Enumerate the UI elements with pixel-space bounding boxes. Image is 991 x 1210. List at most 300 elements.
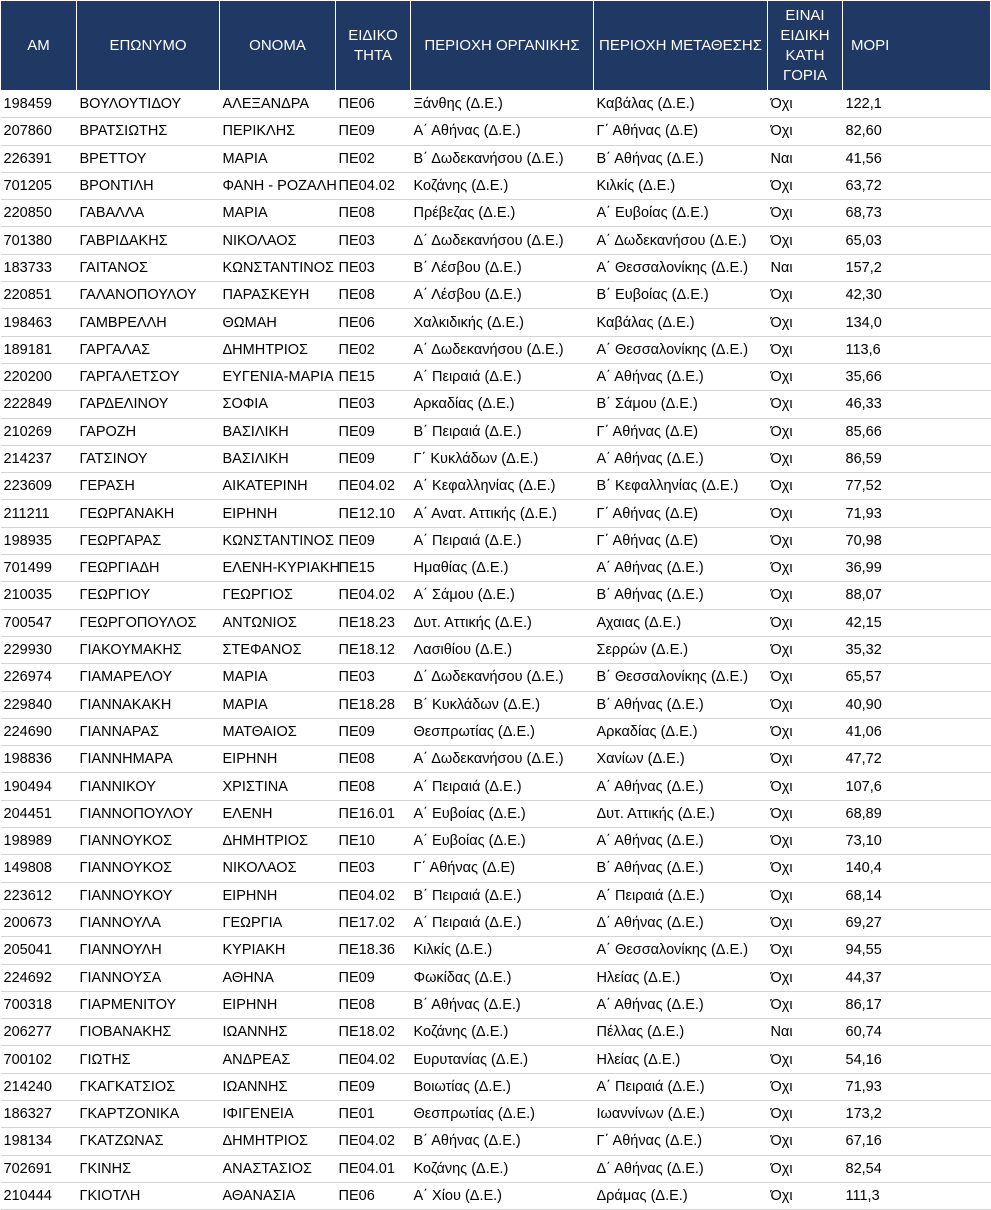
cell-am: 224692 [1, 964, 77, 991]
cell-name: ΕΙΡΗΝΗ [220, 991, 336, 1018]
table-row[interactable] [1, 473, 991, 500]
cell-special-category: Όχι [768, 445, 843, 472]
cell-am: 206277 [1, 1019, 77, 1046]
table-row[interactable] [1, 964, 991, 991]
cell-specialty: ΠΕ08 [336, 282, 411, 309]
table-row[interactable] [1, 227, 991, 254]
cell-special-category: Όχι [768, 555, 843, 582]
cell-surname: ΓΑΜΒΡΕΛΛΗ [77, 309, 220, 336]
cell-origin-area: Κιλκίς (Δ.Ε.) [411, 937, 594, 964]
cell-surname: ΓΙΑΡΜΕΝΙΤΟΥ [77, 991, 220, 1018]
cell-special-category: Όχι [768, 1100, 843, 1127]
cell-name: ΚΩΝΣΤΑΝΤΙΝΟΣ [220, 254, 336, 281]
cell-am: 210035 [1, 582, 77, 609]
table-row[interactable] [1, 773, 991, 800]
cell-transfer-area: Ηλείας (Δ.Ε.) [594, 1046, 768, 1073]
cell-name: ΚΩΝΣΤΑΝΤΙΝΟΣ [220, 527, 336, 554]
cell-points: 41,56 [843, 145, 991, 172]
cell-am: 189181 [1, 336, 77, 363]
cell-surname: ΓΙΑΝΝΙΚΟΥ [77, 773, 220, 800]
cell-surname: ΓΑΡΔΕΛΙΝΟΥ [77, 391, 220, 418]
cell-origin-area: Α΄ Πειραιά (Δ.Ε.) [411, 909, 594, 936]
cell-points: 40,90 [843, 691, 991, 718]
cell-specialty: ΠΕ09 [336, 527, 411, 554]
cell-specialty: ΠΕ12.10 [336, 500, 411, 527]
cell-transfer-area: Ιωαννίνων (Δ.Ε.) [594, 1100, 768, 1127]
cell-transfer-area: Α΄ Πειραιά (Δ.Ε.) [594, 1073, 768, 1100]
cell-am: 226391 [1, 145, 77, 172]
cell-specialty: ΠΕ04.02 [336, 172, 411, 199]
cell-transfer-area: Χανίων (Δ.Ε.) [594, 746, 768, 773]
cell-transfer-area: Δυτ. Αττικής (Δ.Ε.) [594, 800, 768, 827]
cell-name: ΓΕΩΡΓΙΟΣ [220, 582, 336, 609]
cell-name: ΑΘΑΝΑΣΙΑ [220, 1182, 336, 1209]
cell-specialty: ΠΕ15 [336, 555, 411, 582]
cell-special-category: Ναι [768, 1019, 843, 1046]
cell-am: 220850 [1, 200, 77, 227]
cell-specialty: ΠΕ08 [336, 200, 411, 227]
cell-origin-area: Ξάνθης (Δ.Ε.) [411, 91, 594, 118]
cell-special-category: Όχι [768, 937, 843, 964]
cell-specialty: ΠΕ04.02 [336, 473, 411, 500]
cell-special-category: Όχι [768, 855, 843, 882]
cell-transfer-area: Α΄ Ευβοίας (Δ.Ε.) [594, 200, 768, 227]
cell-surname: ΓΑΒΑΛΛΑ [77, 200, 220, 227]
cell-special-category: Όχι [768, 473, 843, 500]
table-row[interactable] [1, 1128, 991, 1155]
cell-name: ΑΝΑΣΤΑΣΙΟΣ [220, 1155, 336, 1182]
cell-specialty: ΠΕ03 [336, 664, 411, 691]
cell-special-category: Όχι [768, 1073, 843, 1100]
cell-special-category: Όχι [768, 746, 843, 773]
table-row[interactable] [1, 145, 991, 172]
table-row[interactable] [1, 91, 991, 118]
table-row[interactable] [1, 336, 991, 363]
cell-am: 214240 [1, 1073, 77, 1100]
table-row[interactable] [1, 937, 991, 964]
cell-surname: ΓΙΑΝΝΑΡΑΣ [77, 718, 220, 745]
table-row[interactable] [1, 200, 991, 227]
cell-points: 68,89 [843, 800, 991, 827]
header-name[interactable] [220, 1, 336, 91]
header-label: ΠΕΡΙΟΧΗ ΜΕΤΑΘΕΣΗΣ [599, 36, 762, 54]
cell-transfer-area: Αρκαδίας (Δ.Ε.) [594, 718, 768, 745]
cell-origin-area: Α΄ Λέσβου (Δ.Ε.) [411, 282, 594, 309]
cell-special-category: Όχι [768, 1046, 843, 1073]
cell-points: 44,37 [843, 964, 991, 991]
cell-origin-area: Αρκαδίας (Δ.Ε.) [411, 391, 594, 418]
cell-points: 68,14 [843, 882, 991, 909]
cell-points: 36,99 [843, 555, 991, 582]
cell-special-category: Όχι [768, 309, 843, 336]
cell-am: 149808 [1, 855, 77, 882]
cell-points: 35,66 [843, 363, 991, 390]
cell-specialty: ΠΕ18.23 [336, 609, 411, 636]
cell-name: ΦΑΝΗ - ΡΟΖΑΛΗ [220, 172, 336, 199]
cell-special-category: Όχι [768, 882, 843, 909]
cell-specialty: ΠΕ09 [336, 964, 411, 991]
cell-specialty: ΠΕ17.02 [336, 909, 411, 936]
cell-origin-area: Δ΄ Δωδεκανήσου (Δ.Ε.) [411, 664, 594, 691]
cell-origin-area: Κοζάνης (Δ.Ε.) [411, 1019, 594, 1046]
table-row[interactable] [1, 746, 991, 773]
table-row[interactable] [1, 527, 991, 554]
table-row[interactable] [1, 118, 991, 145]
cell-surname: ΓΙΑΝΝΑΚΑΚΗ [77, 691, 220, 718]
cell-transfer-area: Γ΄ Αθήνας (Δ.Ε) [594, 527, 768, 554]
cell-origin-area: Χαλκιδικής (Δ.Ε.) [411, 309, 594, 336]
cell-points: 46,33 [843, 391, 991, 418]
cell-points: 47,72 [843, 746, 991, 773]
cell-surname: ΓΚΑΤΖΩΝΑΣ [77, 1128, 220, 1155]
cell-specialty: ΠΕ06 [336, 1182, 411, 1209]
cell-transfer-area: Κιλκίς (Δ.Ε.) [594, 172, 768, 199]
cell-am: 210444 [1, 1182, 77, 1209]
table-row[interactable] [1, 991, 991, 1018]
table-row[interactable] [1, 1100, 991, 1127]
cell-special-category: Όχι [768, 1182, 843, 1209]
table-row[interactable] [1, 500, 991, 527]
cell-transfer-area: Β΄ Κεφαλληνίας (Δ.Ε.) [594, 473, 768, 500]
cell-transfer-area: Β΄ Σάμου (Δ.Ε.) [594, 391, 768, 418]
cell-surname: ΓΚΙΟΤΛΗ [77, 1182, 220, 1209]
cell-specialty: ΠΕ09 [336, 445, 411, 472]
table-row[interactable] [1, 1182, 991, 1209]
cell-transfer-area: Α΄ Πειραιά (Δ.Ε.) [594, 882, 768, 909]
cell-transfer-area: Α΄ Θεσσαλονίκης (Δ.Ε.) [594, 937, 768, 964]
cell-am: 223609 [1, 473, 77, 500]
cell-points: 71,93 [843, 1073, 991, 1100]
header-special-category[interactable] [768, 1, 843, 91]
cell-origin-area: Πρέβεζας (Δ.Ε.) [411, 200, 594, 227]
cell-points: 157,2 [843, 254, 991, 281]
cell-special-category: Όχι [768, 1155, 843, 1182]
cell-am: 229840 [1, 691, 77, 718]
cell-points: 67,16 [843, 1128, 991, 1155]
cell-name: ΒΑΣΙΛΙΚΗ [220, 445, 336, 472]
cell-transfer-area: Β΄ Θεσσαλονίκης (Δ.Ε.) [594, 664, 768, 691]
cell-transfer-area: Πέλλας (Δ.Ε.) [594, 1019, 768, 1046]
header-label: ΜΟΡΙ [851, 36, 890, 54]
cell-am: 222849 [1, 391, 77, 418]
cell-origin-area: Β΄ Αθήνας (Δ.Ε.) [411, 991, 594, 1018]
cell-points: 94,55 [843, 937, 991, 964]
cell-name: ΙΩΑΝΝΗΣ [220, 1019, 336, 1046]
table-row[interactable] [1, 309, 991, 336]
cell-special-category: Όχι [768, 200, 843, 227]
cell-points: 111,3 [843, 1182, 991, 1209]
cell-transfer-area: Β΄ Αθήνας (Δ.Ε.) [594, 145, 768, 172]
cell-surname: ΓΕΩΡΓΑΡΑΣ [77, 527, 220, 554]
cell-specialty: ΠΕ09 [336, 118, 411, 145]
cell-surname: ΒΡΟΝΤΙΛΗ [77, 172, 220, 199]
cell-origin-area: Λασιθίου (Δ.Ε.) [411, 636, 594, 663]
cell-surname: ΓΑΒΡΙΔΑΚΗΣ [77, 227, 220, 254]
cell-points: 54,16 [843, 1046, 991, 1073]
cell-points: 86,17 [843, 991, 991, 1018]
table-row[interactable] [1, 800, 991, 827]
cell-transfer-area: Καβάλας (Δ.Ε.) [594, 91, 768, 118]
cell-special-category: Όχι [768, 991, 843, 1018]
cell-name: ΙΩΑΝΝΗΣ [220, 1073, 336, 1100]
cell-name: ΑΝΔΡΕΑΣ [220, 1046, 336, 1073]
cell-specialty: ΠΕ04.02 [336, 582, 411, 609]
cell-surname: ΓΙΑΝΝΟΥΚΟΣ [77, 828, 220, 855]
cell-transfer-area: Α΄ Αθήνας (Δ.Ε.) [594, 363, 768, 390]
cell-points: 86,59 [843, 445, 991, 472]
cell-name: ΕΙΡΗΝΗ [220, 500, 336, 527]
header-points[interactable] [843, 1, 991, 91]
cell-name: ΔΗΜΗΤΡΙΟΣ [220, 336, 336, 363]
cell-name: ΘΩΜΑΗ [220, 309, 336, 336]
cell-transfer-area: Γ΄ Αθήνας (Δ.Ε) [594, 500, 768, 527]
cell-name: ΝΙΚΟΛΑΟΣ [220, 227, 336, 254]
header-specialty[interactable] [336, 1, 411, 91]
cell-name: ΑΘΗΝΑ [220, 964, 336, 991]
cell-am: 700102 [1, 1046, 77, 1073]
header-label: ΕΙΝΑΙ ΕΙΔΙΚΗ ΚΑΤΗ ΓΟΡΙΑ [780, 6, 830, 84]
cell-surname: ΒΟΥΛΟΥΤΙΔΟΥ [77, 91, 220, 118]
header-origin-area[interactable] [411, 1, 594, 91]
cell-am: 226974 [1, 664, 77, 691]
cell-specialty: ΠΕ10 [336, 828, 411, 855]
table-body [1, 91, 991, 1210]
cell-name: ΙΦΙΓΕΝΕΙΑ [220, 1100, 336, 1127]
cell-origin-area: Δυτ. Αττικής (Δ.Ε.) [411, 609, 594, 636]
cell-transfer-area: Δ΄ Αθήνας (Δ.Ε.) [594, 1155, 768, 1182]
cell-surname: ΓΙΑΝΝΟΠΟΥΛΟΥ [77, 800, 220, 827]
cell-special-category: Όχι [768, 1128, 843, 1155]
cell-origin-area: Ημαθίας (Δ.Ε.) [411, 555, 594, 582]
cell-surname: ΓΙΑΝΝΟΥΚΟΥ [77, 882, 220, 909]
table-row[interactable] [1, 664, 991, 691]
table-row[interactable] [1, 254, 991, 281]
cell-surname: ΓΕΩΡΓΑΝΑΚΗ [77, 500, 220, 527]
table-row[interactable] [1, 172, 991, 199]
table-row[interactable] [1, 282, 991, 309]
cell-transfer-area: Γ΄ Αθήνας (Δ.Ε) [594, 418, 768, 445]
cell-points: 70,98 [843, 527, 991, 554]
cell-special-category: Όχι [768, 227, 843, 254]
table-row[interactable] [1, 636, 991, 663]
cell-surname: ΒΡΕΤΤΟΥ [77, 145, 220, 172]
cell-points: 60,74 [843, 1019, 991, 1046]
cell-name: ΕΛΕΝΗ [220, 800, 336, 827]
cell-origin-area: Κοζάνης (Δ.Ε.) [411, 1155, 594, 1182]
cell-special-category: Όχι [768, 773, 843, 800]
cell-am: 223612 [1, 882, 77, 909]
cell-surname: ΓΑΡΓΑΛΑΣ [77, 336, 220, 363]
cell-name: ΕΥΓΕΝΙΑ-ΜΑΡΙΑ [220, 363, 336, 390]
cell-specialty: ΠΕ08 [336, 773, 411, 800]
cell-name: ΠΕΡΙΚΛΗΣ [220, 118, 336, 145]
cell-origin-area: Α΄ Κεφαλληνίας (Δ.Ε.) [411, 473, 594, 500]
cell-specialty: ΠΕ03 [336, 855, 411, 882]
table-row[interactable] [1, 1019, 991, 1046]
cell-transfer-area: Α΄ Αθήνας (Δ.Ε.) [594, 555, 768, 582]
cell-special-category: Ναι [768, 254, 843, 281]
cell-origin-area: Θεσπρωτίας (Δ.Ε.) [411, 1100, 594, 1127]
cell-transfer-area: Δ΄ Αθήνας (Δ.Ε.) [594, 909, 768, 936]
cell-surname: ΓΑΡΓΑΛΕΤΣΟΥ [77, 363, 220, 390]
cell-special-category: Ναι [768, 145, 843, 172]
cell-name: ΣΟΦΙΑ [220, 391, 336, 418]
table-row[interactable] [1, 882, 991, 909]
table-row[interactable] [1, 445, 991, 472]
cell-name: ΝΙΚΟΛΑΟΣ [220, 855, 336, 882]
header-am[interactable] [1, 1, 77, 91]
cell-surname: ΓΙΑΝΝΟΥΛΗ [77, 937, 220, 964]
cell-am: 700547 [1, 609, 77, 636]
cell-origin-area: Β΄ Λέσβου (Δ.Ε.) [411, 254, 594, 281]
cell-points: 41,06 [843, 718, 991, 745]
cell-points: 140,4 [843, 855, 991, 882]
cell-am: 700318 [1, 991, 77, 1018]
cell-origin-area: Α΄ Χίου (Δ.Ε.) [411, 1182, 594, 1209]
cell-surname: ΓΙΑΜΑΡΕΛΟΥ [77, 664, 220, 691]
cell-origin-area: Θεσπρωτίας (Δ.Ε.) [411, 718, 594, 745]
cell-specialty: ΠΕ18.02 [336, 1019, 411, 1046]
cell-am: 701205 [1, 172, 77, 199]
cell-points: 82,60 [843, 118, 991, 145]
cell-points: 88,07 [843, 582, 991, 609]
cell-origin-area: Γ΄ Αθήνας (Δ.Ε) [411, 855, 594, 882]
cell-specialty: ΠΕ08 [336, 991, 411, 1018]
cell-name: ΔΗΜΗΤΡΙΟΣ [220, 1128, 336, 1155]
table-row[interactable] [1, 555, 991, 582]
cell-surname: ΒΡΑΤΣΙΩΤΗΣ [77, 118, 220, 145]
cell-name: ΚΥΡΙΑΚΗ [220, 937, 336, 964]
cell-transfer-area: Α΄ Αθήνας (Δ.Ε.) [594, 445, 768, 472]
cell-specialty: ΠΕ01 [336, 1100, 411, 1127]
cell-name: ΜΑΡΙΑ [220, 691, 336, 718]
cell-surname: ΓΕΩΡΓΟΠΟΥΛΟΣ [77, 609, 220, 636]
table-row[interactable] [1, 691, 991, 718]
cell-specialty: ΠΕ09 [336, 718, 411, 745]
cell-transfer-area: Β΄ Αθήνας (Δ.Ε.) [594, 691, 768, 718]
cell-specialty: ΠΕ04.02 [336, 882, 411, 909]
cell-surname: ΓΑΡΟΖΗ [77, 418, 220, 445]
cell-special-category: Όχι [768, 527, 843, 554]
cell-transfer-area: Α΄ Θεσσαλονίκης (Δ.Ε.) [594, 336, 768, 363]
cell-origin-area: Β΄ Πειραιά (Δ.Ε.) [411, 882, 594, 909]
table-row[interactable] [1, 1155, 991, 1182]
header-surname[interactable] [77, 1, 220, 91]
cell-points: 71,93 [843, 500, 991, 527]
cell-am: 220200 [1, 363, 77, 390]
cell-specialty: ΠΕ06 [336, 91, 411, 118]
cell-transfer-area: Α΄ Αθήνας (Δ.Ε.) [594, 828, 768, 855]
cell-origin-area: Α΄ Πειραιά (Δ.Ε.) [411, 773, 594, 800]
cell-points: 73,10 [843, 828, 991, 855]
cell-name: ΕΛΕΝΗ-ΚΥΡΙΑΚΗ [220, 555, 336, 582]
cell-name: ΠΑΡΑΣΚΕΥΗ [220, 282, 336, 309]
cell-transfer-area: Β΄ Ευβοίας (Δ.Ε.) [594, 282, 768, 309]
cell-name: ΜΑΡΙΑ [220, 664, 336, 691]
cell-am: 224690 [1, 718, 77, 745]
cell-origin-area: Α΄ Δωδεκανήσου (Δ.Ε.) [411, 746, 594, 773]
table-row[interactable] [1, 855, 991, 882]
cell-am: 210269 [1, 418, 77, 445]
cell-special-category: Όχι [768, 500, 843, 527]
cell-am: 207860 [1, 118, 77, 145]
cell-surname: ΓΕΩΡΓΙΟΥ [77, 582, 220, 609]
cell-transfer-area: Ηλείας (Δ.Ε.) [594, 964, 768, 991]
cell-specialty: ΠΕ02 [336, 336, 411, 363]
cell-special-category: Όχι [768, 636, 843, 663]
cell-surname: ΓΙΑΝΝΟΥΛΑ [77, 909, 220, 936]
cell-points: 173,2 [843, 1100, 991, 1127]
cell-am: 200673 [1, 909, 77, 936]
cell-special-category: Όχι [768, 363, 843, 390]
cell-name: ΓΕΩΡΓΙΑ [220, 909, 336, 936]
table-row[interactable] [1, 1073, 991, 1100]
table-row[interactable] [1, 1046, 991, 1073]
cell-origin-area: Δ΄ Δωδεκανήσου (Δ.Ε.) [411, 227, 594, 254]
cell-transfer-area: Σερρών (Δ.Ε.) [594, 636, 768, 663]
cell-specialty: ΠΕ03 [336, 227, 411, 254]
cell-surname: ΓΑΛΑΝΟΠΟΥΛΟΥ [77, 282, 220, 309]
cell-special-category: Όχι [768, 118, 843, 145]
cell-special-category: Όχι [768, 664, 843, 691]
cell-am: 702691 [1, 1155, 77, 1182]
table-row[interactable] [1, 391, 991, 418]
cell-name: ΑΝΤΩΝΙΟΣ [220, 609, 336, 636]
cell-am: 205041 [1, 937, 77, 964]
cell-origin-area: Α΄ Πειραιά (Δ.Ε.) [411, 363, 594, 390]
cell-origin-area: Ευρυτανίας (Δ.Ε.) [411, 1046, 594, 1073]
cell-origin-area: Α΄ Αθήνας (Δ.Ε.) [411, 118, 594, 145]
table-row[interactable] [1, 828, 991, 855]
cell-special-category: Όχι [768, 172, 843, 199]
table-row[interactable] [1, 418, 991, 445]
cell-origin-area: Α΄ Ευβοίας (Δ.Ε.) [411, 800, 594, 827]
cell-transfer-area: Α΄ Δωδεκανήσου (Δ.Ε.) [594, 227, 768, 254]
cell-am: 198463 [1, 309, 77, 336]
table-row[interactable] [1, 363, 991, 390]
cell-special-category: Όχι [768, 582, 843, 609]
cell-specialty: ΠΕ04.02 [336, 1046, 411, 1073]
cell-surname: ΓΙΑΚΟΥΜΑΚΗΣ [77, 636, 220, 663]
header-transfer-area[interactable] [594, 1, 768, 91]
cell-points: 122,1 [843, 91, 991, 118]
cell-points: 42,30 [843, 282, 991, 309]
cell-transfer-area: Γ΄ Αθήνας (Δ.Ε.) [594, 1128, 768, 1155]
cell-specialty: ΠΕ03 [336, 254, 411, 281]
cell-origin-area: Β΄ Κυκλάδων (Δ.Ε.) [411, 691, 594, 718]
cell-name: ΕΙΡΗΝΗ [220, 882, 336, 909]
cell-am: 204451 [1, 800, 77, 827]
cell-special-category: Όχι [768, 964, 843, 991]
cell-transfer-area: Α΄ Αθήνας (Δ.Ε.) [594, 991, 768, 1018]
cell-name: ΜΑΡΙΑ [220, 200, 336, 227]
cell-points: 42,15 [843, 609, 991, 636]
cell-surname: ΓΑΙΤΑΝΟΣ [77, 254, 220, 281]
table-row[interactable] [1, 909, 991, 936]
cell-points: 85,66 [843, 418, 991, 445]
cell-surname: ΓΑΤΣΙΝΟΥ [77, 445, 220, 472]
cell-am: 183733 [1, 254, 77, 281]
cell-am: 198836 [1, 746, 77, 773]
cell-specialty: ΠΕ04.02 [336, 1128, 411, 1155]
table-row[interactable] [1, 582, 991, 609]
header-label: ΠΕΡΙΟΧΗ ΟΡΓΑΝΙΚΗΣ [424, 36, 580, 54]
cell-special-category: Όχι [768, 91, 843, 118]
cell-origin-area: Α΄ Πειραιά (Δ.Ε.) [411, 527, 594, 554]
table-row[interactable] [1, 609, 991, 636]
table-row[interactable] [1, 718, 991, 745]
cell-name: ΑΛΕΞΑΝΔΡΑ [220, 91, 336, 118]
